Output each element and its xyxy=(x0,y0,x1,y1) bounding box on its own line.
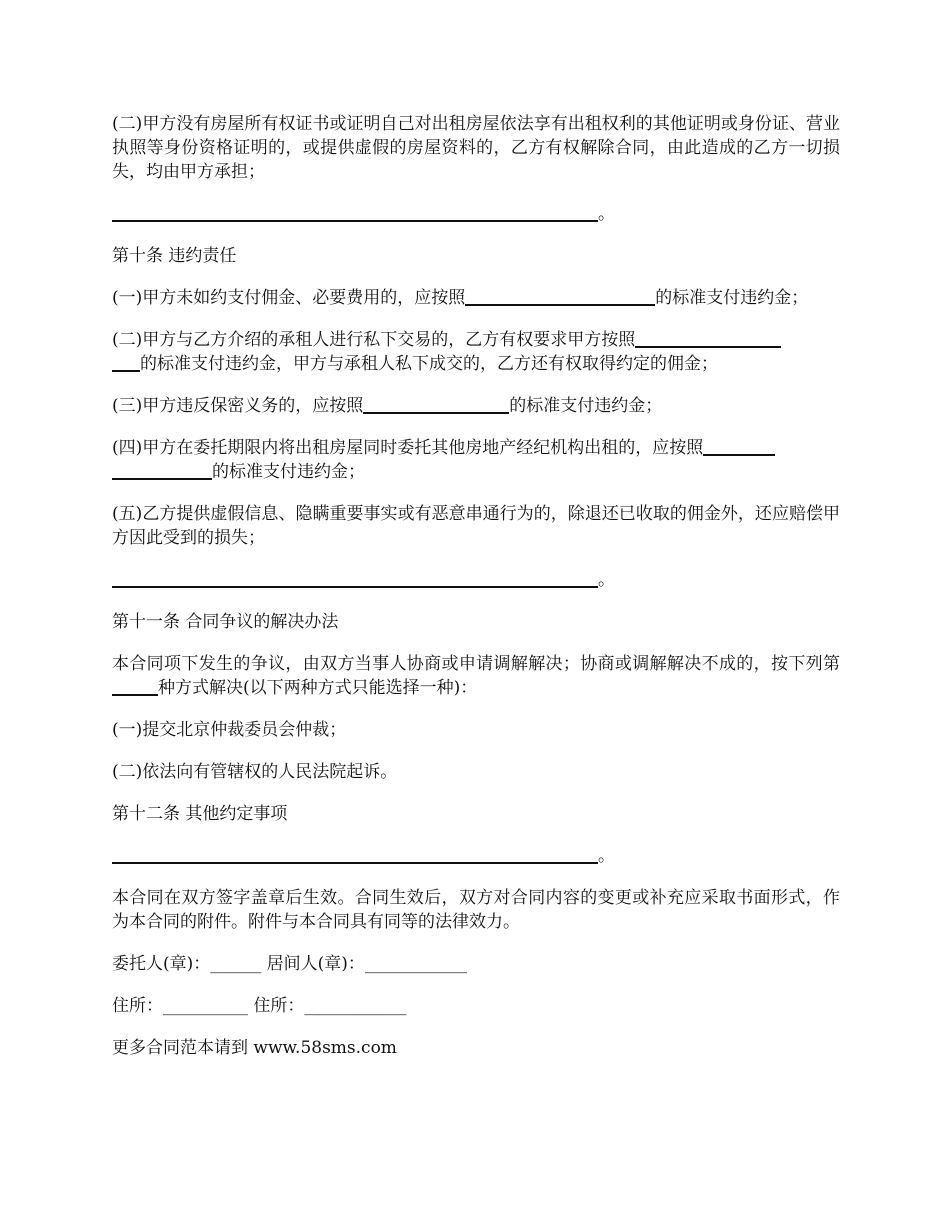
clause11-intro xyxy=(112,652,840,700)
fill-blank[interactable] xyxy=(465,287,655,306)
fill-blank[interactable] xyxy=(112,569,598,588)
address2-label: 住所： xyxy=(248,996,305,1016)
address2-blank[interactable]: ____________ xyxy=(304,996,407,1016)
clause10-blank-line xyxy=(112,568,840,592)
clause12-title: 第十二条 其他约定事项 xyxy=(112,804,288,824)
principal-label: 委托人(章)： xyxy=(112,954,211,974)
fill-blank[interactable] xyxy=(363,395,509,414)
clause10-item4 xyxy=(112,436,840,484)
effect-paragraph: 本合同在双方签字盖章后生效。合同生效后，双方对合同内容的变更或补充应采取书面形式，作为本合同的附件。附件与本合同具有同等的法律效力。 xyxy=(112,888,840,932)
clause10-item2-text-a: (二)甲方与乙方介绍的承租人进行私下交易的，乙方有权要求甲方按照 xyxy=(112,330,636,350)
clause9-blank-line xyxy=(112,202,840,226)
period: 。 xyxy=(598,204,615,224)
clause10-item5: (五)乙方提供虚假信息、隐瞒重要事实或有恶意串通行为的，除退还已收取的佣金外，还应赔偿甲方因此受到的损失； xyxy=(112,504,840,548)
footer-link-text: 更多合同范本请到 www.58sms.com xyxy=(112,1038,397,1058)
clause10-title: 第十条 违约责任 xyxy=(112,246,237,266)
contract-page xyxy=(112,112,840,1078)
clause9-item2: (二)甲方没有房屋所有权证书或证明自己对出租房屋依法享有出租权利的其他证明或身份证、营业执照等身份资格证明的，或提供虚假的房屋资料的，乙方有权解除合同，由此造成的乙方一切损失，均由甲方承担； xyxy=(112,114,840,182)
clause10-item3-text-b: 的标准支付违约金； xyxy=(509,396,663,416)
signature-line xyxy=(112,952,840,976)
clause10-item1-text-a: (一)甲方未如约支付佣金、必要费用的，应按照 xyxy=(112,288,466,308)
fill-blank[interactable] xyxy=(112,845,598,864)
clause10-item1-text-b: 的标准支付违约金； xyxy=(655,288,809,308)
fill-blank[interactable] xyxy=(112,677,158,696)
address-line xyxy=(112,994,840,1018)
clause10-item4-text-b: 的标准支付违约金； xyxy=(212,462,365,482)
clause10-item2 xyxy=(112,328,840,376)
clause10-item1 xyxy=(112,286,840,310)
address1-blank[interactable]: __________ xyxy=(163,996,248,1016)
principal-blank[interactable]: ______ xyxy=(210,954,262,974)
fill-blank[interactable] xyxy=(112,461,212,480)
fill-blank[interactable] xyxy=(112,353,140,372)
period: 。 xyxy=(598,570,615,590)
fill-blank[interactable] xyxy=(703,437,775,456)
clause10-item4-text-a: (四)甲方在委托期限内将出租房屋同时委托其他房地产经纪机构出租的，应按照 xyxy=(112,438,704,458)
clause12-blank-line xyxy=(112,844,840,868)
fill-blank[interactable] xyxy=(112,203,598,222)
clause10-item3 xyxy=(112,394,840,418)
clause10-item3-text-a: (三)甲方违反保密义务的，应按照 xyxy=(112,396,364,416)
broker-label: 居间人(章)： xyxy=(261,954,365,974)
clause11-option1: (一)提交北京仲裁委员会仲裁； xyxy=(112,720,347,740)
address1-label: 住所： xyxy=(112,996,163,1016)
clause11-title: 第十一条 合同争议的解决办法 xyxy=(112,612,339,632)
clause11-intro-text-b: 种方式解决(以下两种方式只能选择一种)： xyxy=(158,678,478,698)
clause10-item2-text-b: 的标准支付违约金，甲方与承租人私下成交的，乙方还有权取得约定的佣金； xyxy=(140,354,718,374)
clause11-option2: (二)依法向有管辖权的人民法院起诉。 xyxy=(112,762,398,782)
clause11-intro-text-a: 本合同项下发生的争议，由双方当事人协商或申请调解解决；协商或调解解决不成的，按下列第 xyxy=(112,654,840,674)
broker-blank[interactable]: ____________ xyxy=(364,954,467,974)
period: 。 xyxy=(598,846,615,866)
fill-blank[interactable] xyxy=(635,329,781,348)
